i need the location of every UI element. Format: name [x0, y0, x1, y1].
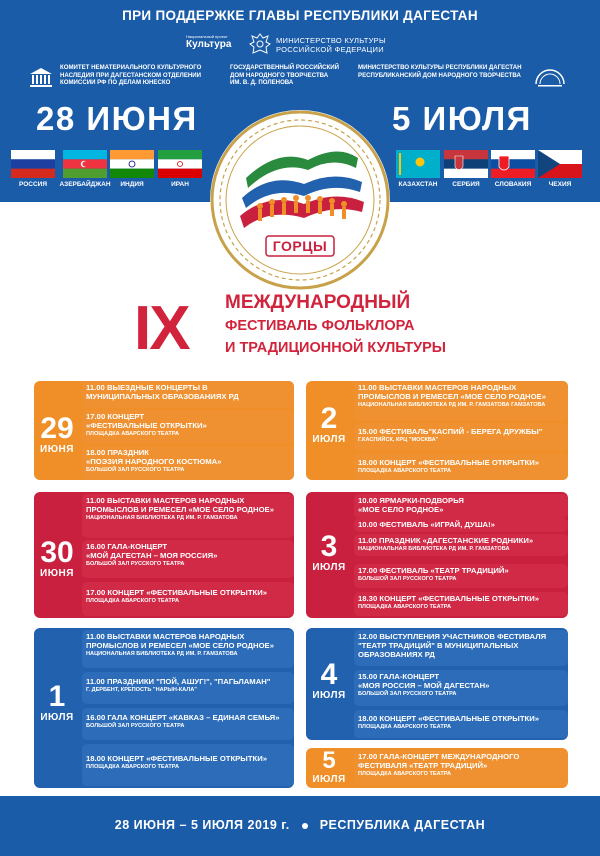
kultura-logo: [186, 34, 231, 50]
day-badge-3: [306, 532, 352, 574]
flag-label-india: ИНДИЯ: [120, 181, 144, 188]
festival-logo-text: ГОРЦЫ: [272, 238, 328, 254]
flag-label-serbia: СЕРБИЯ: [452, 181, 480, 188]
event-3-2: [354, 518, 568, 532]
event-text: «ФЕСТИВАЛЬНЫЕ ОТКРЫТКИ»: [86, 421, 207, 430]
event-text: «ПОЭЗИЯ НАРОДНОГО КОСТЮМА»: [86, 457, 222, 466]
day-number: 4: [320, 658, 338, 691]
event-place: Г. ДЕРБЕНТ, КРЕПОСТЬ "НАРЫН-КАЛА": [86, 687, 197, 693]
event-1-1: [82, 630, 294, 668]
event-text: 18.00 КОНЦЕРТ «ФЕСТИВАЛЬНЫЕ ОТКРЫТКИ»: [358, 458, 540, 467]
event-text: 17.00 ГАЛА-КОНЦЕРТ МЕЖДУНАРОДНОГО: [358, 752, 520, 761]
event-2-2: [354, 423, 568, 451]
org-dagestan-ministry: [358, 64, 522, 79]
day-badge-4: [306, 660, 352, 702]
day-badge-5: [306, 748, 352, 786]
day-month: ИЮЛЯ: [312, 774, 346, 785]
year-of-theatre-icon: [533, 64, 567, 92]
org3-line1: МИНИСТЕРСТВО КУЛЬТУРЫ РЕСПУБЛИКИ ДАГЕСТАН: [358, 64, 522, 71]
russia-flag-icon: [11, 150, 55, 178]
day-badge-2: [306, 404, 352, 446]
event-3-4: [354, 564, 568, 588]
org1-line2: НАСЛЕДИЯ ПРИ ДАГЕСТАНСКОМ ОТДЕЛЕНИИ: [60, 71, 202, 79]
org2-line3: ИМ. В. Д. ПОЛЕНОВА: [230, 79, 294, 87]
title-line2: ФЕСТИВАЛЬ ФОЛЬКЛОРА: [225, 318, 415, 334]
footer-band: [0, 796, 600, 856]
event-text: 17.00 КОНЦЕРТ: [86, 412, 145, 421]
flag-label-iran: ИРАН: [171, 181, 189, 188]
day-badge-29: [34, 414, 80, 456]
event-2-3: [354, 454, 568, 480]
event-text: 15.00 ФЕСТИВАЛЬ"КАСПИЙ - БЕРЕГА ДРУЖБЫ": [358, 427, 543, 436]
event-place: НАЦИОНАЛЬНАЯ БИБЛИОТЕКА РД ИМ. Р. ГАМЗАТОВА: [86, 651, 238, 657]
event-text: 17.00 КОНЦЕРТ «ФЕСТИВАЛЬНЫЕ ОТКРЫТКИ»: [86, 588, 268, 597]
event-text: 18.00 КОНЦЕРТ «ФЕСТИВАЛЬНЫЕ ОТКРЫТКИ»: [86, 754, 268, 763]
event-place: ПЛОЩАДКА АВАРСКОГО ТЕАТРА: [86, 764, 180, 770]
org3-line2: РЕСПУБЛИКАНСКИЙ ДОМ НАРОДНОГО ТВОРЧЕСТВА: [358, 71, 521, 79]
org2-line2: ДОМ НАРОДНОГО ТВОРЧЕСТВА: [230, 71, 329, 79]
event-text: ОБРАЗОВАНИЯХ РД: [358, 650, 435, 659]
festival-logo: [208, 108, 392, 292]
ministry-line2: РОССИЙСКОЙ ФЕДЕРАЦИИ: [276, 45, 384, 54]
event-4-3: [354, 710, 568, 738]
event-text: 18.00 КОНЦЕРТ «ФЕСТИВАЛЬНЫЕ ОТКРЫТКИ»: [358, 714, 540, 723]
event-text: 18.30 КОНЦЕРТ «ФЕСТИВАЛЬНЫЕ ОТКРЫТКИ»: [358, 594, 540, 603]
event-place: БОЛЬШОЙ ЗАЛ РУССКОГО ТЕАТРА: [358, 691, 457, 697]
event-4-2: [354, 670, 568, 706]
event-text: «МОЕ СЕЛО РОДНОЕ»: [358, 505, 444, 514]
event-text: «МОЙ ДАГЕСТАН – МОЯ РОССИЯ»: [86, 551, 218, 560]
event-text: ПРОМЫСЛОВ И РЕМЕСЕЛ «МОЕ СЕЛО РОДНОЕ»: [358, 392, 546, 401]
org2-line1: ГОСУДАРСТВЕННЫЙ РОССИЙСКИЙ: [230, 64, 340, 71]
event-2-1: [354, 381, 568, 421]
end-date: 5 ИЮЛЯ: [392, 100, 532, 137]
kultura-small-text: Национальный проект: [186, 34, 228, 39]
event-text: 12.00 ВЫСТУПЛЕНИЯ УЧАСТНИКОВ ФЕСТИВАЛЯ: [358, 632, 547, 641]
india-flag-icon: [110, 150, 154, 178]
event-text: 11.00 ВЫСТАВКИ МАСТЕРОВ НАРОДНЫХ: [358, 383, 517, 392]
flag-label-russia: РОССИЯ: [18, 181, 48, 188]
day-number: 2: [320, 402, 338, 435]
start-date: 28 ИЮНЯ: [36, 100, 198, 137]
festival-title: [0, 290, 600, 370]
edition-number: IX: [134, 294, 189, 363]
event-29-3: [82, 446, 294, 480]
event-text: МУНИЦИПАЛЬНЫХ ОБРАЗОВАНИЯХ РД: [86, 392, 239, 401]
event-place: ПЛОЩАДКА АВАРСКОГО ТЕАТРА: [358, 724, 452, 730]
kazakhstan-flag-icon: [396, 150, 440, 178]
flag-label-czechia: ЧЕХИЯ: [548, 181, 572, 188]
ministry-line1: МИНИСТЕРСТВО КУЛЬТУРЫ: [276, 36, 386, 45]
day-number: 1: [48, 680, 66, 713]
org1-line3: КОМИССИИ РФ ПО ДЕЛАМ ЮНЕСКО: [60, 79, 171, 87]
event-place: НАЦИОНАЛЬНАЯ БИБЛИОТЕКА РД ИМ. Р. ГАМЗАТОВА: [358, 546, 510, 552]
partner-logos: [0, 30, 600, 62]
day-month: ИЮЛЯ: [312, 690, 346, 701]
event-place: БОЛЬШОЙ ЗАЛ РУССКОГО ТЕАТРА: [86, 467, 185, 473]
org-unesco-committee: [60, 64, 201, 87]
event-text: ПРОМЫСЛОВ И РЕМЕСЕЛ «МОЕ СЕЛО РОДНОЕ»: [86, 505, 274, 514]
event-3-1: [354, 494, 568, 518]
event-text: 11.00 ПРАЗДНИКИ "ПОЙ, АШУГ!", "ПАГЬЛАМАН": [86, 677, 271, 686]
event-place: ПЛОЩАДКА АВАРСКОГО ТЕАТРА: [358, 468, 452, 474]
event-place: ПЛОЩАДКА АВАРСКОГО ТЕАТРА: [86, 431, 180, 437]
event-place: НАЦИОНАЛЬНАЯ БИБЛИОТЕКА РД ИМ. Р. ГАМЗАТОВА: [86, 515, 238, 521]
event-1-2: [82, 672, 294, 704]
czechia-flag-icon: [538, 150, 582, 178]
day-badge-30: [34, 538, 80, 580]
event-text: 11.00 ПРАЗДНИК «ДАГЕСТАНСКИЕ РОДНИКИ»: [358, 536, 534, 545]
event-30-2: [82, 540, 294, 578]
event-30-1: [82, 494, 294, 538]
org-polenov-house: [230, 64, 339, 87]
support-text: ПРИ ПОДДЕРЖКЕ ГЛАВЫ РЕСПУБЛИКИ ДАГЕСТАН: [122, 8, 478, 23]
event-place: ПЛОЩАДКА АВАРСКОГО ТЕАТРА: [358, 771, 452, 777]
event-1-4: [82, 744, 294, 786]
event-4-1: [354, 630, 568, 666]
event-place: БОЛЬШОЙ ЗАЛ РУССКОГО ТЕАТРА: [86, 723, 185, 729]
serbia-flag-icon: [444, 150, 488, 178]
event-text: 18.00 ПРАЗДНИК: [86, 448, 149, 457]
event-text: 16.00 ГАЛА КОНЦЕРТ «КАВКАЗ – ЕДИНАЯ СЕМЬЯ»: [86, 713, 280, 722]
day-number: 29: [40, 412, 74, 445]
event-30-3: [82, 582, 294, 616]
day-month: ИЮЛЯ: [40, 712, 74, 723]
event-text: 17.00 ФЕСТИВАЛЬ «ТЕАТР ТРАДИЦИЙ»: [358, 566, 509, 575]
russian-emblem-icon: [248, 32, 272, 58]
event-place: ПЛОЩАДКА АВАРСКОГО ТЕАТРА: [358, 604, 452, 610]
iran-flag-icon: [158, 150, 202, 178]
title-line3: И ТРАДИЦИОННОЙ КУЛЬТУРЫ: [225, 340, 446, 356]
event-1-3: [82, 708, 294, 740]
flag-label-kazakhstan: КАЗАХСТАН: [398, 181, 438, 188]
event-text: 11.00 ВЫСТАВКИ МАСТЕРОВ НАРОДНЫХ: [86, 632, 245, 641]
event-text: ПРОМЫСЛОВ И РЕМЕСЕЛ «МОЕ СЕЛО РОДНОЕ»: [86, 641, 274, 650]
event-place: НАЦИОНАЛЬНАЯ БИБЛИОТЕКА РД ИМ. Р. ГАМЗАТОВА ГАМЗАТОВА: [358, 402, 546, 408]
event-text: 10.00 ЯРМАРКИ-ПОДВОРЬЯ: [358, 496, 464, 505]
flag-label-azerbaijan: АЗЕРБАЙДЖАН: [59, 181, 111, 188]
day-badge-1: [34, 682, 80, 724]
day-number: 3: [320, 530, 338, 563]
kultura-text: Культура: [186, 39, 232, 50]
event-text: ФЕСТИВАЛЯ «ТЕАТР ТРАДИЦИЙ»: [358, 761, 488, 770]
event-3-5: [354, 592, 568, 616]
day-number: 5: [322, 747, 336, 774]
ministry-rf-logo: [276, 36, 386, 54]
footer-place: РЕСПУБЛИКА ДАГЕСТАН: [319, 818, 486, 832]
event-text: «МОЯ РОССИЯ – МОЙ ДАГЕСТАН»: [358, 681, 490, 690]
bullet-dot-icon: [302, 823, 308, 829]
title-line1: МЕЖДУНАРОДНЫЙ: [225, 292, 411, 313]
day-month: ИЮНЯ: [40, 568, 74, 579]
event-29-1: [82, 381, 294, 408]
footer-dates: 28 ИЮНЯ – 5 ИЮЛЯ 2019 г.: [114, 818, 290, 832]
unesco-icon: [28, 66, 54, 88]
footer-text: [0, 818, 600, 832]
day-month: ИЮЛЯ: [312, 562, 346, 573]
day-month: ИЮНЯ: [40, 444, 74, 455]
day-month: ИЮЛЯ: [312, 434, 346, 445]
event-place: БОЛЬШОЙ ЗАЛ РУССКОГО ТЕАТРА: [86, 561, 185, 567]
event-place: Г.КАСПИЙСК, КРЦ "МОСКВА": [358, 437, 439, 443]
org1-line1: КОМИТЕТ НЕМАТЕРИАЛЬНОГО КУЛЬТУРНОГО: [60, 64, 202, 71]
event-3-3: [354, 534, 568, 556]
event-text: "ТЕАТР ТРАДИЦИЙ" В МУНИЦИПАЛЬНЫХ: [358, 641, 519, 650]
day-number: 30: [40, 536, 74, 569]
event-place: ПЛОЩАДКА АВАРСКОГО ТЕАТРА: [86, 598, 180, 604]
azerbaijan-flag-icon: [63, 150, 107, 178]
event-text: 15.00 ГАЛА-КОНЦЕРТ: [358, 672, 440, 681]
event-29-2: [82, 410, 294, 444]
event-5-1: [354, 750, 568, 786]
event-place: БОЛЬШОЙ ЗАЛ РУССКОГО ТЕАТРА: [358, 576, 457, 582]
flag-label-slovakia: СЛОВАКИЯ: [494, 181, 532, 188]
organizers-row: [0, 64, 600, 94]
slovakia-flag-icon: [491, 150, 535, 178]
event-text: 11.00 ВЫСТАВКИ МАСТЕРОВ НАРОДНЫХ: [86, 496, 245, 505]
event-text: 10.00 ФЕСТИВАЛЬ «ИГРАЙ, ДУША!»: [358, 520, 495, 529]
event-text: 11.00 ВЫЕЗДНЫЕ КОНЦЕРТЫ В: [86, 383, 208, 392]
event-text: 16.00 ГАЛА-КОНЦЕРТ: [86, 542, 168, 551]
